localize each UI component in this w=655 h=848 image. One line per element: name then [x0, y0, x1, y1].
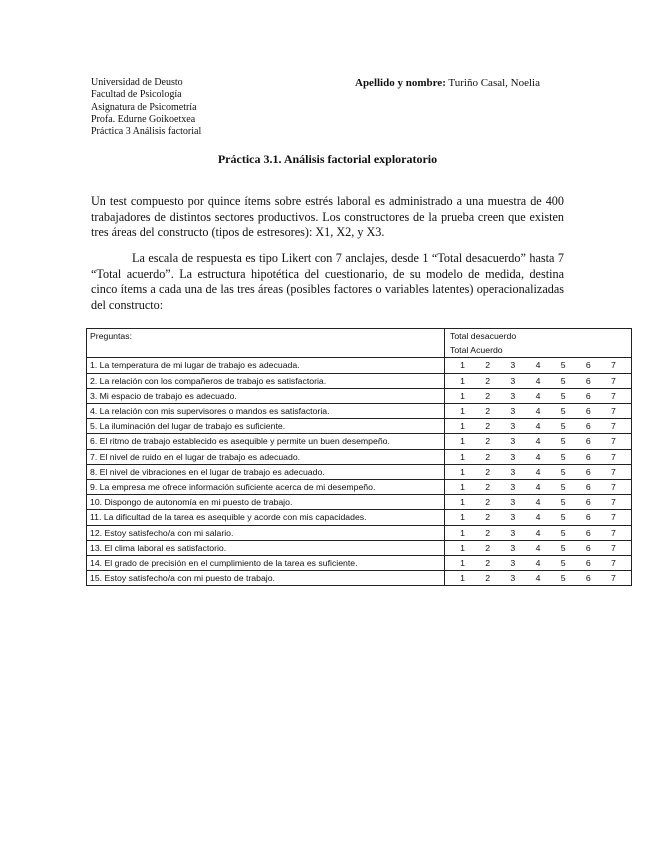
likert-option: 1 [460, 436, 465, 447]
likert-scale [448, 389, 628, 403]
scale-header [445, 329, 632, 358]
likert-option: 4 [535, 558, 541, 569]
likert-option: 7 [610, 573, 616, 584]
table-row [87, 449, 632, 464]
likert-scale [448, 404, 628, 418]
item-text: 3. Mi espacio de trabajo es adecuado. [87, 388, 445, 403]
likert-option: 3 [510, 482, 516, 493]
likert-option: 7 [610, 375, 616, 386]
name-value: Turiño Casal, Noelia [448, 77, 540, 89]
response-options [445, 419, 632, 434]
likert-option: 6 [585, 406, 591, 417]
likert-option: 2 [485, 527, 491, 538]
likert-scale [448, 526, 628, 540]
response-options [445, 571, 632, 586]
likert-option: 2 [485, 360, 491, 371]
likert-option: 4 [535, 451, 541, 462]
likert-scale [448, 510, 628, 524]
response-options [445, 404, 632, 419]
likert-option: 5 [560, 497, 566, 508]
response-options [445, 525, 632, 540]
table-row [87, 495, 632, 510]
likert-scale [448, 419, 628, 433]
likert-option: 3 [510, 497, 516, 508]
student-name [355, 77, 540, 89]
likert-option: 7 [610, 451, 616, 462]
likert-option: 5 [560, 421, 566, 432]
item-text: 7. El nivel de ruido en el lugar de trabajo es adecuado. [87, 449, 445, 464]
likert-option: 2 [485, 451, 491, 462]
likert-option: 1 [460, 573, 465, 584]
likert-option: 4 [535, 360, 541, 371]
likert-option: 1 [460, 390, 465, 401]
likert-option: 7 [610, 558, 616, 569]
table-row [87, 404, 632, 419]
likert-option: 3 [510, 558, 516, 569]
response-options [445, 556, 632, 571]
questions-header: Preguntas: [87, 329, 445, 358]
page-title: Práctica 3.1. Análisis factorial exploratorio [217, 152, 438, 166]
likert-option: 1 [460, 527, 465, 538]
response-options [445, 510, 632, 525]
item-text: 9. La empresa me ofrece información suficiente acerca de mi desempeño. [87, 480, 445, 495]
likert-option: 2 [485, 406, 491, 417]
response-options [445, 388, 632, 403]
likert-option: 5 [560, 573, 566, 584]
likert-scale [448, 495, 628, 509]
table-row [87, 510, 632, 525]
likert-option: 2 [485, 390, 491, 401]
likert-option: 6 [585, 360, 591, 371]
likert-option: 3 [510, 451, 516, 462]
likert-option: 4 [535, 573, 541, 584]
item-text: 6. El ritmo de trabajo establecido es asequible y permite un buen desempeño. [87, 434, 445, 449]
name-label: Apellido y nombre: [355, 77, 446, 89]
likert-option: 4 [535, 436, 541, 447]
likert-option: 1 [460, 558, 465, 569]
likert-scale [448, 358, 628, 372]
likert-option: 6 [585, 527, 591, 538]
item-text: 2. La relación con los compañeros de trabajo es satisfactoria. [87, 373, 445, 388]
likert-option: 3 [510, 390, 516, 401]
likert-option: 2 [485, 497, 491, 508]
item-text: 5. La iluminación del lugar de trabajo es suficiente. [87, 419, 445, 434]
likert-option: 6 [585, 421, 591, 432]
likert-option: 4 [535, 466, 541, 477]
likert-option: 1 [460, 482, 465, 493]
table-row [87, 434, 632, 449]
likert-option: 4 [535, 421, 541, 432]
likert-option: 4 [535, 542, 541, 553]
item-text: 13. El clima laboral es satisfactorio. [87, 540, 445, 555]
likert-option: 3 [510, 512, 516, 523]
likert-scale [448, 541, 628, 555]
item-text: 1. La temperatura de mi lugar de trabajo es adecuada. [87, 358, 445, 373]
likert-option: 5 [560, 360, 566, 371]
likert-option: 4 [535, 512, 541, 523]
likert-option: 5 [560, 436, 566, 447]
likert-scale [448, 450, 628, 464]
table-row [87, 388, 632, 403]
likert-option: 2 [485, 512, 491, 523]
institution-line: Universidad de Deusto [91, 77, 183, 88]
likert-option: 2 [485, 375, 491, 386]
likert-option: 4 [535, 390, 541, 401]
likert-option: 2 [485, 573, 491, 584]
likert-scale [448, 571, 628, 585]
response-options [445, 540, 632, 555]
scale-header-high: Total Acuerdo [450, 345, 503, 356]
likert-option: 3 [510, 406, 516, 417]
institution-line: Facultad de Psicología [91, 89, 182, 101]
likert-option: 6 [585, 436, 591, 447]
response-options [445, 358, 632, 373]
response-options [445, 480, 632, 495]
likert-option: 7 [610, 497, 616, 508]
likert-option: 2 [485, 466, 491, 477]
item-text: 4. La relación con mis supervisores o mandos es satisfactoria. [87, 404, 445, 419]
table-row [87, 571, 632, 586]
likert-option: 4 [535, 497, 541, 508]
likert-option: 1 [460, 466, 465, 477]
likert-option: 7 [610, 390, 616, 401]
likert-option: 6 [585, 375, 591, 386]
likert-option: 5 [560, 542, 566, 553]
likert-option: 6 [585, 390, 591, 401]
likert-option: 5 [560, 512, 566, 523]
likert-option: 3 [510, 360, 516, 371]
table-row [87, 480, 632, 495]
table-row [87, 525, 632, 540]
likert-option: 1 [460, 421, 465, 432]
likert-scale [448, 374, 628, 388]
likert-option: 2 [485, 558, 491, 569]
likert-option: 5 [560, 406, 566, 417]
likert-scale [448, 465, 628, 479]
institution-line: Asignatura de Psicometría [91, 101, 197, 113]
likert-option: 5 [560, 451, 566, 462]
response-options [445, 373, 632, 388]
likert-option: 7 [610, 360, 616, 371]
likert-option: 6 [585, 466, 591, 477]
likert-option: 3 [510, 375, 516, 386]
likert-option: 6 [585, 573, 591, 584]
likert-scale [448, 434, 628, 448]
likert-option: 7 [610, 436, 616, 447]
likert-option: 3 [510, 573, 516, 584]
likert-option: 6 [585, 542, 591, 553]
table-row [87, 373, 632, 388]
likert-option: 1 [460, 497, 465, 508]
likert-option: 3 [510, 436, 516, 447]
likert-option: 2 [485, 542, 491, 553]
likert-option: 5 [560, 558, 566, 569]
likert-option: 3 [510, 421, 516, 432]
scale-header-low: Total desacuerdo [450, 331, 517, 341]
likert-scale [448, 480, 628, 494]
likert-option: 6 [585, 512, 591, 523]
response-options [445, 434, 632, 449]
table-row [87, 419, 632, 434]
likert-option: 7 [610, 421, 616, 432]
likert-option: 2 [485, 421, 491, 432]
likert-option: 1 [460, 512, 465, 523]
likert-option: 7 [610, 482, 616, 493]
likert-option: 3 [510, 527, 516, 538]
likert-option: 1 [460, 375, 465, 386]
scale-paragraph: La escala de respuesta es tipo Likert con 7 anclajes, desde 1 “Total desacuerdo” hasta 7 “Total acuerdo”. La estructura hipotética del cuestionario, de su modelo de medida, destina cinco ítems a cada una de las tres áreas (posibles factores o variables latentes) operacionalizadas del constructo: [91, 251, 564, 312]
item-text: 15. Estoy satisfecho/a con mi puesto de trabajo. [87, 571, 445, 586]
likert-option: 5 [560, 375, 566, 386]
likert-option: 1 [460, 542, 465, 553]
likert-option: 1 [460, 360, 465, 371]
likert-option: 3 [510, 466, 516, 477]
institution-block [91, 77, 201, 138]
likert-option: 6 [585, 482, 591, 493]
institution-line: Práctica 3 Análisis factorial [91, 126, 202, 138]
institution-line: Profa. Edurne Goikoetxea [91, 113, 196, 125]
likert-option: 5 [560, 390, 566, 401]
likert-option: 4 [535, 527, 541, 538]
likert-option: 5 [560, 466, 566, 477]
likert-option: 5 [560, 527, 566, 538]
response-options [445, 449, 632, 464]
likert-scale [448, 556, 628, 570]
response-options [445, 464, 632, 479]
likert-option: 6 [585, 497, 591, 508]
likert-option: 4 [535, 406, 541, 417]
likert-option: 4 [535, 375, 541, 386]
likert-option: 7 [610, 406, 616, 417]
likert-option: 3 [510, 542, 516, 553]
likert-option: 1 [460, 406, 465, 417]
item-text: 14. El grado de precisión en el cumplimiento de la tarea es suficiente. [87, 556, 445, 571]
table-row [87, 464, 632, 479]
likert-option: 6 [585, 451, 591, 462]
intro-paragraph: Un test compuesto por quince ítems sobre estrés laboral es administrado a una muestra de 400 trabajadores de distintos sectores productivos. Los constructores de la prueba creen que existen tres áreas del constructo (tipos de estresores): X1, X2, y X3. [91, 194, 564, 239]
table-header-row [87, 329, 632, 358]
item-text: 11. La dificultad de la tarea es asequible y acorde con mis capacidades. [87, 510, 445, 525]
item-text: 8. El nivel de vibraciones en el lugar de trabajo es adecuado. [87, 464, 445, 479]
response-options [445, 495, 632, 510]
item-text: 12. Estoy satisfecho/a con mi salario. [87, 525, 445, 540]
table-row [87, 540, 632, 555]
likert-table [86, 328, 632, 586]
likert-option: 2 [485, 436, 491, 447]
likert-option: 7 [610, 542, 616, 553]
likert-option: 4 [535, 482, 541, 493]
likert-option: 6 [585, 558, 591, 569]
likert-option: 1 [460, 451, 465, 462]
table-row [87, 556, 632, 571]
likert-option: 7 [610, 527, 616, 538]
likert-option: 2 [485, 482, 491, 493]
likert-option: 5 [560, 482, 566, 493]
item-text: 10. Dispongo de autonomía en mi puesto de trabajo. [87, 495, 445, 510]
likert-option: 7 [610, 466, 616, 477]
likert-option: 7 [610, 512, 616, 523]
table-row [87, 358, 632, 373]
